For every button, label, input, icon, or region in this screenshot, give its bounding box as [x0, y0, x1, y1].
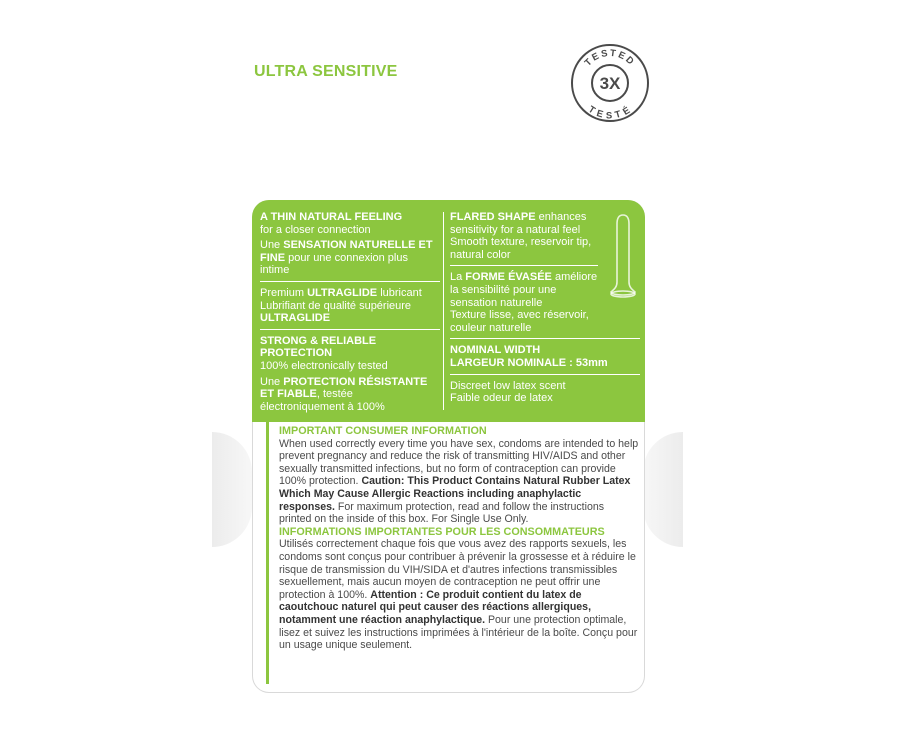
- feature-shape-fr: La FORME ÉVASÉE améliore la sensibilité pour une sensation naturelle Texture lisse, avec réservoir, couleur naturelle: [450, 271, 598, 334]
- tested-3x-badge: [569, 42, 651, 124]
- condom-outline-icon: [609, 212, 637, 302]
- feature-thin-fr: Une SENSATION NATURELLE ET FINE pour une connexion plus intime: [260, 239, 433, 277]
- badge-top-text: TESTED: [582, 47, 638, 69]
- info-text-en: When used correctly every time you have sex, condoms are intended to help prevent pregnancy and reduce the risk of transmitting HIV/AIDS and other sexually transmitted infections, but no form of contraception can provide 100% protection. Caution: This Product Contains Natural Rubber Latex Which May Cause Allergic Reactions including anaphylactic responses. For maximum protection, read and follow the instructions printed on the inside of this box. For Single Use Only.: [279, 437, 639, 526]
- info-heading-en: IMPORTANT CONSUMER INFORMATION: [279, 425, 487, 437]
- divider: [450, 338, 640, 339]
- divider: [260, 281, 440, 282]
- column-divider: [443, 212, 444, 410]
- badge-center-text: 3X: [599, 74, 621, 93]
- divider: [450, 374, 640, 375]
- latex-scent: Discreet low latex scent Faible odeur de latex: [450, 379, 566, 405]
- product-title: ULTRA SENSITIVE: [254, 63, 398, 80]
- badge-bottom-text: TESTÉ: [586, 104, 634, 122]
- feature-lube-en: Premium ULTRAGLIDE lubricant: [260, 286, 422, 299]
- divider: [450, 265, 598, 266]
- feature-shape-en: FLARED SHAPE enhances sensitivity for a natural feel Smooth texture, reservoir tip, natural color: [450, 211, 592, 261]
- left-tab-notch: [212, 432, 252, 547]
- feature-thin-en: A THIN NATURAL FEELING for a closer connection: [260, 211, 403, 236]
- nominal-width: NOMINAL WIDTH LARGEUR NOMINALE : 53mm: [450, 344, 608, 369]
- svg-text:TESTÉ: [586, 104, 634, 121]
- right-tab-notch: [643, 432, 683, 547]
- features-panel: [252, 200, 645, 422]
- info-accent-bar: [266, 422, 269, 684]
- info-text-fr: Utilisés correctement chaque fois que vous avez des rapports sexuels, les condoms sont conçus pour contribuer à prévenir la grossesse et à réduire le risque de transmission du VIH/SIDA et d'autres infections transmissibles sexuellement, mais aucun moyen de contraception ne peut offrir une protection à 100%. Attention : Ce produit contient du latex de caoutchouc naturel qui peut causer des réactions allergiques, notamment une réaction anaphylactique. Pour une protection optimale, lisez et suivez les instructions imprimées à l'intérieur de la boîte. Conçu pour un usage unique seulement.: [279, 538, 638, 652]
- feature-protection-en: STRONG & RELIABLE PROTECTION 100% electronically tested: [260, 334, 388, 372]
- feature-lube-fr: Lubrifiant de qualité supérieure ULTRAGLIDE: [260, 299, 412, 325]
- back-panel: [252, 200, 645, 693]
- divider: [260, 329, 440, 330]
- info-heading-fr: INFORMATIONS IMPORTANTES POUR LES CONSOMMATEURS: [279, 525, 605, 538]
- feature-protection-fr: Une PROTECTION RÉSISTANTE ET FIABLE, testée électroniquement à 100%: [260, 375, 428, 413]
- consumer-information: [279, 425, 639, 652]
- features-left-column: [260, 211, 440, 413]
